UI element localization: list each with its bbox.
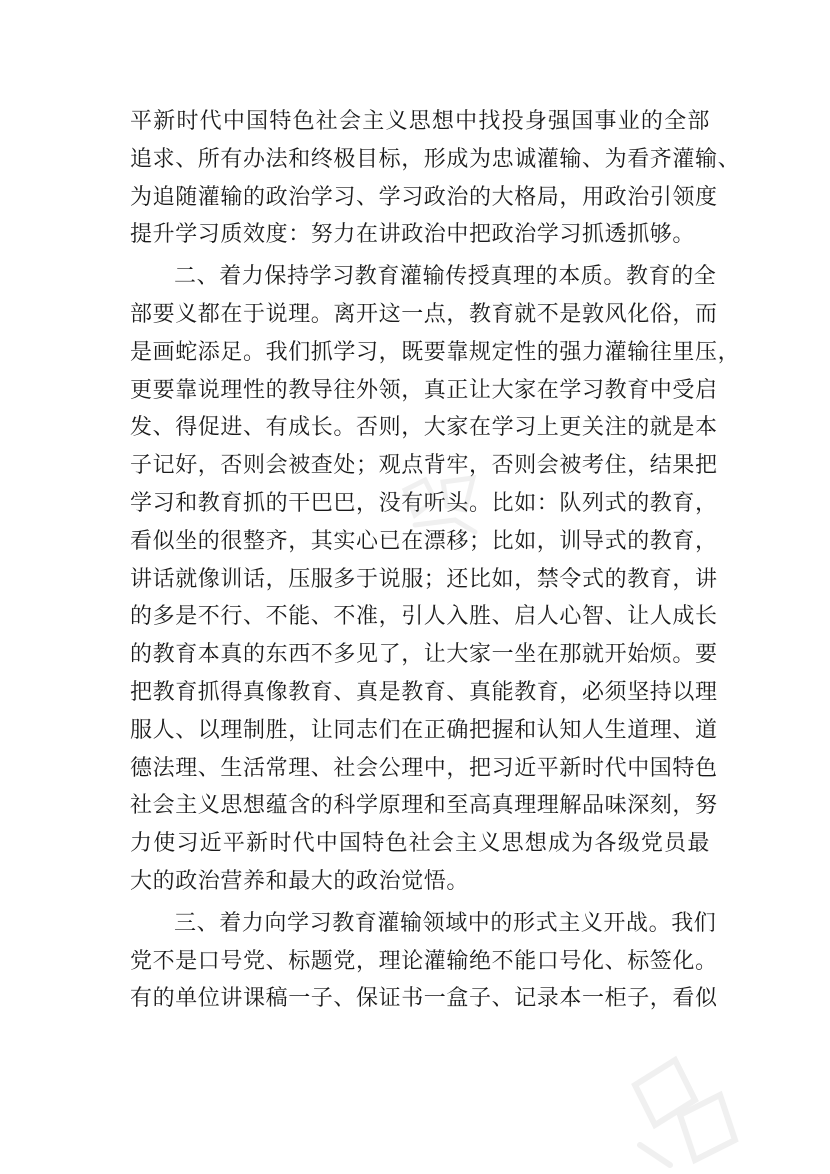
text-line: 把教育抓得真像教育、真是教育、真能教育，必须坚持以理 — [130, 679, 718, 705]
text-line: 提升学习质效度：努力在讲政治中把政治学习抓透抓够。 — [130, 222, 696, 248]
document-body — [130, 103, 741, 1018]
text-line: 党不是口号党、标题党，理论灌输绝不能口号化、标签化。 — [130, 948, 718, 974]
text-line: 社会主义思想蕴含的科学原理和至高真理理解品味深刻，努 — [130, 793, 718, 819]
text-line: 的多是不行、不能、不准，引人入胜、启人心智、让人成长 — [130, 604, 718, 630]
text-line: 三、着力向学习教育灌输领域中的形式主义开战。我们 — [174, 910, 717, 936]
text-line: 讲话就像训话，压服多于说服；还比如，禁令式的教育，讲 — [130, 566, 718, 592]
text-line: 看似坐的很整齐，其实心已在漂移；比如，训导式的教育， — [130, 528, 718, 554]
text-line: 德法理、生活常理、社会公理中，把习近平新时代中国特色 — [130, 755, 718, 781]
paragraph-1 — [130, 103, 741, 254]
text-line: 二、着力保持学习教育灌输传授真理的本质。教育的全 — [174, 264, 717, 290]
text-line: 是画蛇添足。我们抓学习，既要靠规定性的强力灌输往里压， — [130, 339, 741, 365]
text-line: 追求、所有办法和终极目标，形成为忠诚灌输、为看齐灌输、 — [130, 146, 741, 172]
text-line: 部要义都在于说理。离开这一点，教育就不是敦风化俗，而 — [130, 301, 718, 327]
paragraph-2 — [130, 258, 741, 901]
text-line: 力使习近平新时代中国特色社会主义思想成为各级党员最 — [130, 831, 710, 857]
text-line: 的教育本真的东西不多见了，让大家一坐在那就开始烦。要 — [130, 642, 718, 668]
watermark-mark — [620, 1045, 740, 1174]
text-line: 子记好，否则会被查处；观点背牢，否则会被考住，结果把 — [130, 453, 718, 479]
text-line: 更要靠说理性的教导往外领，真正让大家在学习教育中受启 — [130, 377, 718, 403]
text-line: 为追随灌输的政治学习、学习政治的大格局，用政治引领度 — [130, 184, 718, 210]
paragraph-3 — [130, 905, 718, 1018]
text-line: 发、得促进、有成长。否则，大家在学习上更关注的就是本 — [130, 415, 718, 441]
text-line: 学习和教育抓的干巴巴，没有听头。比如：队列式的教育， — [130, 490, 718, 516]
text-line: 大的政治营养和最大的政治觉悟。 — [130, 868, 470, 894]
text-line: 服人、以理制胜，让同志们在正确把握和认知人生道理、道 — [130, 717, 718, 743]
text-line: 平新时代中国特色社会主义思想中找投身强国事业的全部 — [130, 109, 710, 134]
text-line: 有的单位讲课稿一子、保证书一盒子、记录本一柜子，看似 — [130, 986, 718, 1012]
